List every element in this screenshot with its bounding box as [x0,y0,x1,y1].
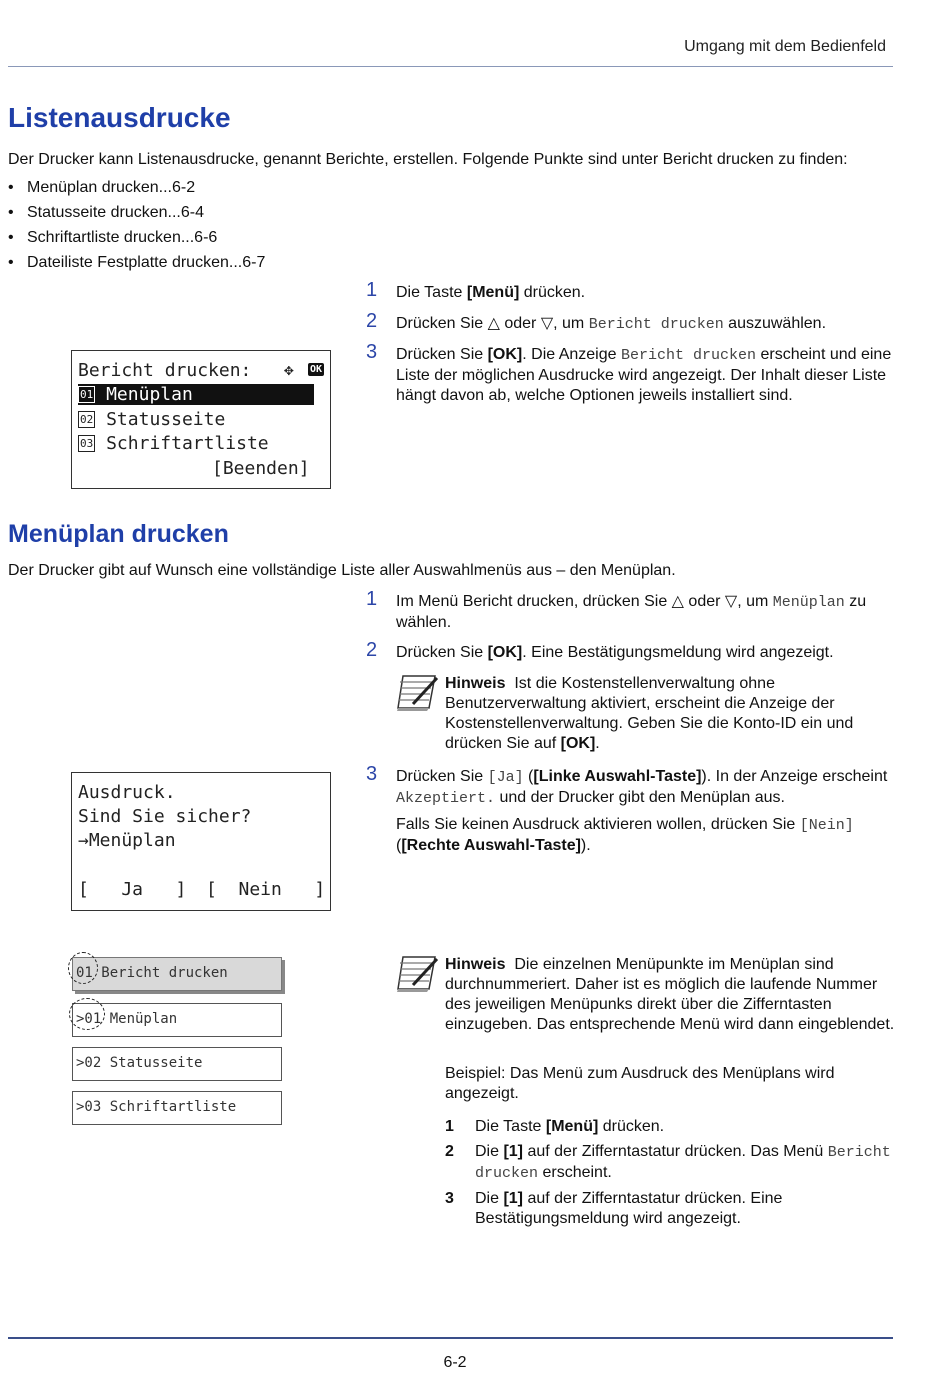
bullet-item: • Schriftartliste drucken...6-6 [8,229,218,246]
note-icon [397,955,439,993]
note-icon [397,674,439,712]
section2-intro: Der Drucker gibt auf Wunsch eine vollständige Liste aller Auswahlmenüs aus – den Menüplan. [8,562,676,579]
footer-rule [8,1337,893,1339]
step-number: 1 [366,279,378,301]
bullet-item: • Menüplan drucken...6-2 [8,179,196,196]
running-header: Umgang mit dem Bedienfeld [684,38,886,55]
step-number: 3 [366,763,378,785]
sub-step: 3 Die [1] auf der Zifferntastatur drücken. Eine Bestätigungsmeldung wird angezeigt. [445,1190,783,1227]
section-title-listenausdrucke: Listenausdrucke [8,102,231,133]
lcd-item: 02 Statusseite [80,409,226,430]
sub-step: 1 Die Taste [Menü] drücken. [445,1118,665,1135]
lcd-softkey-nein: [ Nein ] [206,879,326,900]
navigation-arrows-icon: ✥ [284,360,294,379]
lcd-item-selected: 01 Menüplan [78,384,314,405]
step-1: 1 Im Menü Bericht drucken, drücken Sie △ oder ▽, um Menüplan zu wählen. [366,588,867,631]
hint-note-2: Hinweis Die einzelnen Menüpunkte im Menüplan sind durchnummeriert. Daher ist es möglich die laufende Nummer des jeweiligen Menüpunks direkt über die Zifferntasten einzugeben. Das entsprechende Menü wird dann eingeblendet. [445,956,895,1033]
lcd-confirmation [71,772,331,911]
lcd-line: Sind Sie sicher? [78,806,252,827]
hint-note-1: Hinweis Ist die Kostenstellenverwaltung ohne Benutzerverwaltung aktiviert, erscheint die Anzeige der Kostenstellenverwaltung. Geben Sie die Konto-ID ein und drücken Sie auf [OK]. [445,675,854,752]
menu-tree-item: >02 Statusseite [72,1047,282,1081]
lcd-softkey-ja: [ Ja ] [78,879,187,900]
bullet-item: • Dateiliste Festplatte drucken...6-7 [8,254,266,271]
step-number: 2 [366,310,378,332]
step-number: 1 [366,588,378,610]
hint-label: Hinweis [445,956,506,973]
bullet-item: • Statusseite drucken...6-4 [8,204,204,221]
section1-intro: Der Drucker kann Listenausdrucke, genannt Berichte, erstellen. Folgende Punkte sind unter Bericht drucken zu finden: [8,151,848,168]
report-bullet-list [8,178,265,278]
ok-icon: OK [310,364,323,375]
step-2: 2 Drücken Sie △ oder ▽, um Bericht drucken auszuwählen. [366,310,827,333]
lcd-softkey-beenden: [Beenden] [212,458,310,479]
menu-tree-item: >03 Schriftartliste [72,1091,282,1125]
sub-step: 2 Die [1] auf der Zifferntastatur drücken. Das Menü Bericht drucken erscheint. [445,1143,891,1182]
menu-tree-header: 01 Bericht drucken [72,957,282,991]
step-3: 3 Drücken Sie [OK]. Die Anzeige Bericht drucken erscheint und eine Liste der möglichen Ausdrucke wird angezeigt. Der Inhalt dieser Liste hängt davon ab, welche Optionen jeweils installiert sind. [366,341,892,404]
step-3: 3 Drücken Sie [Ja] ([Linke Auswahl-Taste]). In der Anzeige erscheint Akzeptiert. und der Drucker gibt den Menüplan aus. Falls Sie keinen Ausdruck aktivieren wollen, drücken Sie [Nein] ([Rechte Auswahl-Taste]). [366,763,888,854]
hint-label: Hinweis [445,675,506,692]
lcd-title: Bericht drucken: [78,360,252,381]
lcd-bericht-drucken [71,350,331,489]
lcd-item: 03 Schriftartliste [80,433,269,454]
page-number: 6-2 [443,1354,467,1371]
hint-sub-steps [445,1117,895,1229]
menu-tree-item: >01 Menüplan [72,1003,282,1037]
lcd-line: Ausdruck. [78,782,176,803]
step-1: 1 Die Taste [Menü] drücken. [366,279,586,301]
header-rule [8,66,893,67]
highlight-circle [69,998,105,1030]
lcd-line: →Menüplan [78,830,176,851]
step-number: 2 [366,639,378,661]
step-number: 3 [366,341,378,363]
step-2: 2 Drücken Sie [OK]. Eine Bestätigungsmeldung wird angezeigt. [366,639,834,661]
section-title-menuplan: Menüplan drucken [8,520,229,548]
highlight-circle [68,952,98,984]
hint-example: Beispiel: Das Menü zum Ausdruck des Menüplans wird angezeigt. [445,1065,835,1102]
